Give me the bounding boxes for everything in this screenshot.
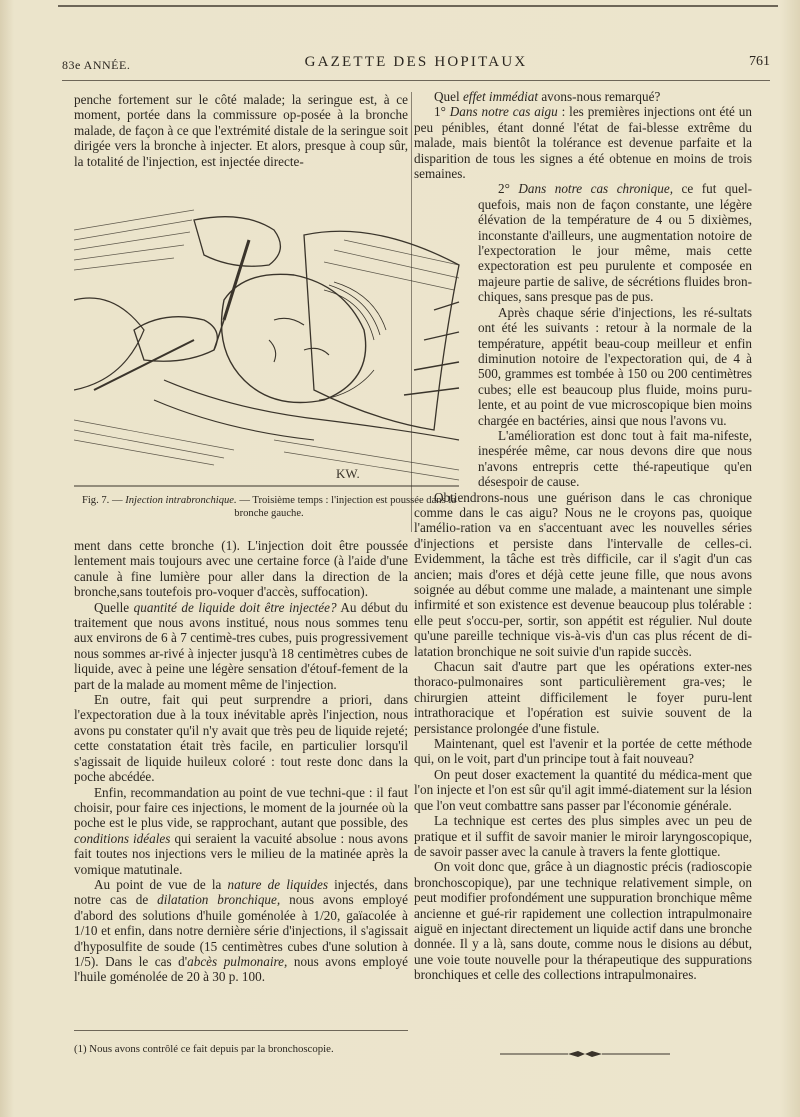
text-run: qui seraient la vacuité absolue : nous avons fait toutes nos injections vers le milieu de la matinée après la vomique matutinale. xyxy=(74,830,408,877)
right-paragraph xyxy=(478,181,752,304)
header-annee: 83e ANNÉE. xyxy=(62,58,131,72)
text-run: Quelle xyxy=(94,599,134,615)
header-title: GAZETTE DES HOPITAUX xyxy=(304,54,528,70)
text-run: La technique est certes des plus simples avec un peu de pratique et il suffit de savoir manier le miroir laryngoscopique, de savoir passer avec la canule à travers la fente glottique. xyxy=(414,813,752,859)
intrabronchial-injection-drawing xyxy=(74,190,464,490)
text-run: Obtiendrons-nous une guérison dans le cas chronique comme dans le cas aigu? Nous ne le croyons pas, quoique l'amélio-ration va en s'accentuant avec les nouvelles séries d'injections et persiste dans l'intervalle de celles-ci. Evidemment, la tâche est très difficile, car il s'agit d'un cas ancien; mais d'ores et déjà cette jeune fille, que nous avons soignée au début comme une malade, a maintenant une simple infirmité et son existence est devenue beaucoup plus tolérable : elle peut s'occu-per, sortir, son appétit est régulier. Nul doute qu'une pareille technique vis-à-vis d'un cas plus récent de di-latation bronchique ne soit suivie d'un rapide succès. xyxy=(414,489,752,659)
right-paragraph xyxy=(414,490,752,659)
page-header xyxy=(62,52,770,76)
emphasis-run: dilatation bronchique, xyxy=(157,892,281,908)
footnote: (1) Nous avons contrôlé ce fait depuis par la bronchoscopie. xyxy=(74,1043,334,1055)
emphasis-run: abcès pulmonaire, xyxy=(187,953,288,969)
left-paragraph xyxy=(74,538,408,600)
right-column xyxy=(414,89,752,983)
right-paragraph xyxy=(478,305,752,428)
text-run: Chacun sait d'autre part que les opérations exter-nes thoraco-pulmonaires sont particulièrement gra-ves; le chirurgien atteint difficilement le foyer puru-lent intrathoracique et l'opération est suivie souvent de la persistance prolongée d'une fistule. xyxy=(414,659,752,736)
emphasis-run: Dans notre cas chronique, xyxy=(518,181,673,197)
right-paragraph xyxy=(414,736,752,767)
right-paragraph xyxy=(414,659,752,736)
text-run: ce fut quel-quefois, mais non de façon constante, une légère élévation de la température de 4 ou 5 dixièmes, inconstante d'ailleurs, une augmentation notoire de l'expectoration le jour même, mais cette expectoration est peu purulente et composée en majeure partie de salive, de sécrétions fluides bron-chiques, sans presque pas de pus. xyxy=(478,181,752,305)
right-paragraph xyxy=(414,813,752,859)
closing-ornament xyxy=(500,1050,670,1058)
text-run: 2° xyxy=(498,181,519,197)
text-run: On voit donc que, grâce à un diagnostic précis (radioscopie bronchoscopique), par une technique relativement simple, on peut modifier profondément une suppuration bronchique même ancienne et gué-rir rapidement une collection intrapulmonaire aiguë en injectant directement un liquide actif dans une bronche donnée. Il y a là, sans doute, comme nous le disions au début, une voie toute nouvelle pour la thérapeutique des suppurations bronchiques et celle des collections intrapulmonaires. xyxy=(414,859,752,983)
right-paragraph xyxy=(414,767,752,813)
text-run: Maintenant, quel est l'avenir et la portée de cette méthode qui, on le voit, part d'un principe tout à fait nouveau? xyxy=(414,736,752,767)
emphasis-run: Dans notre cas aigu xyxy=(449,104,558,120)
text-run: Au début du traitement que nous avons institué, nous nous sommes tenu aux environs de 6 à 7 centimè-tres cubes, puis progressivement nous sommes ar-rivé à injecter jusqu'à 18 centimètres cubes de liquide, avec à peine une légère sensation d'étouf-fement de la part de la malade au moment même de l'injection. xyxy=(74,599,409,692)
emphasis-run: quantité de liquide doit être injectée? xyxy=(133,599,337,615)
text-run: Après chaque série d'injections, les ré-sultats ont été les suivants : retour à la normale de la température, appétit beau-coup meilleur et enfin diminution notoire de l'expectoration qui, de 4 à 500, grammes est tombée à 150 ou 200 centimètres cubes; elle est beaucoup plus fluide, moins puru-lente, et au point de vue microscopique bien moins chargée en bactéries, ainsi que nous l'avons vu. xyxy=(478,304,752,428)
left-paragraph xyxy=(74,785,408,877)
left-paragraph xyxy=(74,692,408,784)
text-run: : les premières injections ont été un peu pénibles, étant donné l'état de fai-blesse extrême du malade, mais bientôt la tolérance est devenue parfaite et la disparition de tous les signes a été obtenue en moins de trois semaines. xyxy=(414,104,752,182)
text-run: nous avons employé l'huile goménolée de 20 à 30 p. 100. xyxy=(74,953,409,985)
header-rule xyxy=(62,80,770,81)
text-run: nous avons employé d'abord des solutions d'huile goménolée à 1/20, gaïacolée à 1/10 et enfin, dans notre dernière série d'injections, il s'agissait d'hyposulfite de soude (15 centimètres cubes d'une solution à 1/5). Dans le cas d' xyxy=(74,892,408,969)
right-paragraph xyxy=(414,859,752,982)
figure-illustration xyxy=(74,190,464,490)
top-rule xyxy=(58,5,778,7)
text-run: 1° xyxy=(434,104,450,120)
caption-rest: — Troisième temps : l'injection est poussée dans la bronche gauche. xyxy=(234,495,457,519)
figure-caption xyxy=(74,495,464,520)
figure-signature: KW. xyxy=(336,466,360,481)
text-run: ment dans cette bronche (1). L'injection doit être poussée lentement mais toujours avec une certaine force (à l'aide d'une canule à fine lumière pour aller dans la direction de la bronche,sans toutefois pro-voquer d'accès, suffocation). xyxy=(74,538,408,600)
text-run: avons-nous remarqué? xyxy=(538,89,661,104)
text-run: Enfin, recommandation au point de vue techni-que : il faut choisir, pour faire ces injections, le moment de la journée où la poche est le plus vide, se rapprochant, autant que possible, des xyxy=(74,784,408,831)
caption-prefix: Fig. 7. — xyxy=(81,495,123,506)
right-paragraph xyxy=(478,428,752,490)
text-run: Quel xyxy=(434,89,463,104)
text-run: L'amélioration est donc tout à fait ma-nifeste, inespérée même, car nous devons dire que nous n'avons entrepris cette thé-rapeutique qu'en désespoir de cause. xyxy=(478,427,752,490)
left-column-top xyxy=(74,92,408,169)
text-run: Au point de vue de la xyxy=(94,876,228,892)
text-run: En outre, fait qui peut surprendre a priori, dans l'expectoration due à la toux inévitable après l'injection, nous avons pu constater qu'il n'y avait que très peu de liquide rejeté; cette constatation était très facile, en particulier lorsqu'il s'agissait de liquide huileux coloré : tout reste donc dans la poche abcédée. xyxy=(74,692,408,785)
right-paragraph xyxy=(414,104,752,181)
text-run: injectés, dans notre cas de xyxy=(74,876,408,908)
left-column-bottom xyxy=(74,538,408,985)
text-run: On peut doser exactement la quantité du médica-ment que l'on injecte et l'on est sûr qu'il agit immé-diatement sur la lésion que l'on veut combattre sans passer par l'économie générale. xyxy=(414,766,752,813)
caption-title: Injection intrabronchique. xyxy=(125,495,237,506)
header-page-number: 761 xyxy=(749,54,770,69)
left-top-paragraph: penche fortement sur le côté malade; la seringue est, à ce moment, portée dans la commissure op-posée à la bronche malade, de façon à ce que l'extrémité distale de la seringue soit dirigée vers la bronche à injecter. Et alors, presque à coup sûr, la totalité de l'injection, est injectée directe- xyxy=(74,92,408,169)
left-paragraph xyxy=(74,600,408,692)
right-paragraph xyxy=(414,89,752,104)
emphasis-run: effet immédiat xyxy=(462,89,539,104)
footnote-rule xyxy=(74,1030,408,1031)
emphasis-run: nature de liquides xyxy=(227,876,328,892)
emphasis-run: conditions idéales xyxy=(74,830,171,846)
left-paragraph xyxy=(74,877,408,985)
